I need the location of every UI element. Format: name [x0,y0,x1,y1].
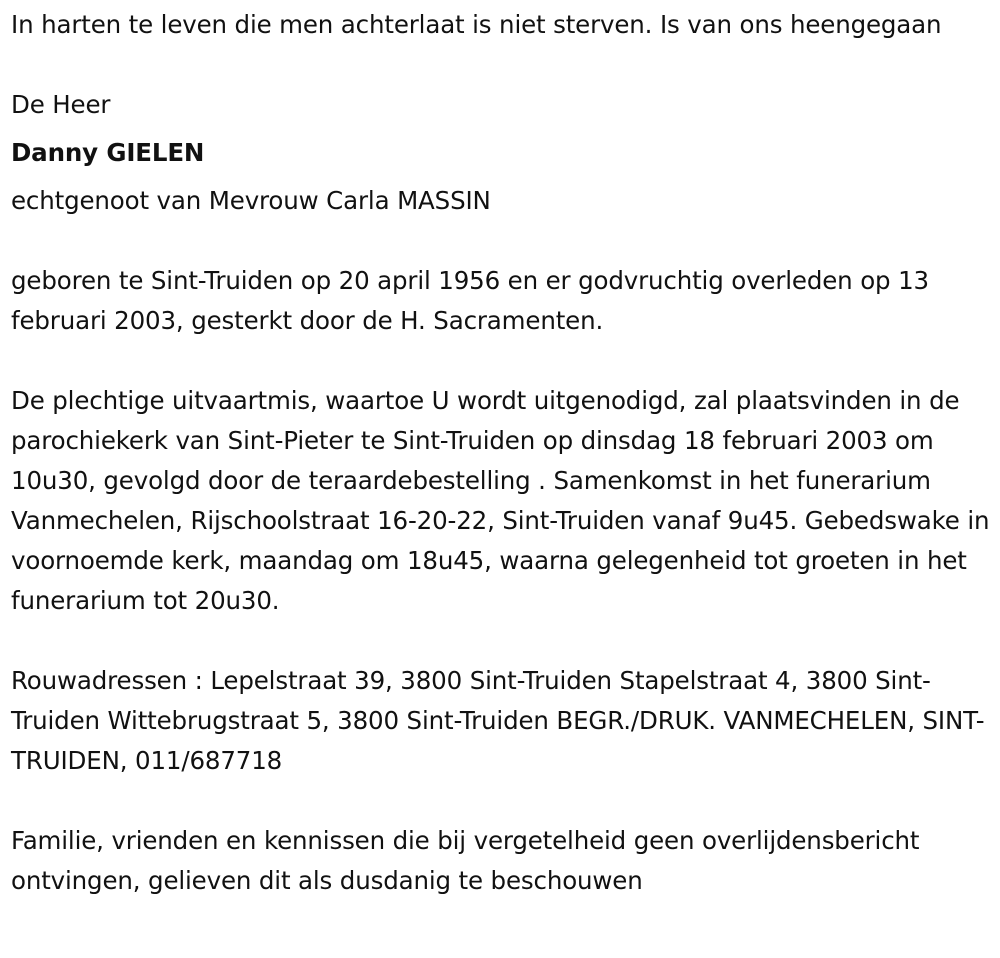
death-notice [11,5,996,901]
deceased-name: Danny GIELEN [11,138,205,167]
honorific: De Heer [11,90,111,119]
opening-text: In harten te leven die men achterlaat is niet sterven. Is van ons heengegaan [11,10,942,39]
addresses-paragraph: Rouwadressen : Lepelstraat 39, 3800 Sint-Truiden Stapelstraat 4, 3800 Sint-Truiden Wittebrugstraat 5, 3800 Sint-Truiden BEGR./DRUK. VANMECHELEN, SINT-TRUIDEN, 011/687718 [11,666,985,775]
closing-paragraph: Familie, vrienden en kennissen die bij vergetelheid geen overlijdensbericht ontvingen, gelieven dit als dusdanig te beschouwen [11,826,920,895]
spacer [11,221,996,261]
spacer [11,45,996,85]
spacer [11,341,996,381]
spouse-line: echtgenoot van Mevrouw Carla MASSIN [11,186,491,215]
funeral-paragraph: De plechtige uitvaartmis, waartoe U wordt uitgenodigd, zal plaatsvinden in de parochiekerk van Sint-Pieter te Sint-Truiden op dinsdag 18 februari 2003 om 10u30, gevolgd door de teraardebestelling . Samenkomst in het funerarium Vanmechelen, Rijschoolstraat 16-20-22, Sint-Truiden vanaf 9u45. Gebedswake in voornoemde kerk, maandag om 18u45, waarna gelegenheid tot groeten in het funerarium tot 20u30. [11,386,990,615]
birth-death-paragraph: geboren te Sint-Truiden op 20 april 1956 en er godvruchtig overleden op 13 februari 2003, gesterkt door de H. Sacramenten. [11,266,929,335]
spacer [11,781,996,821]
spacer [11,621,996,661]
